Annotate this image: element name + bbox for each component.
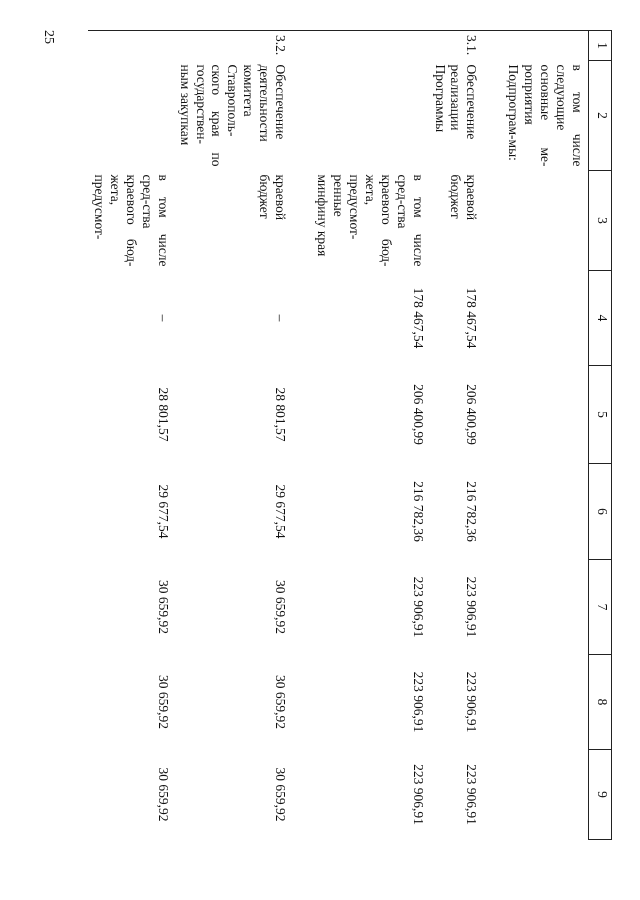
row-number — [502, 31, 588, 61]
row-value — [502, 560, 588, 655]
row-spacer — [291, 31, 311, 840]
row-value: 30 659,92 — [155, 675, 171, 729]
row-value: 206 400,99 — [410, 384, 426, 445]
row-value — [502, 271, 588, 366]
row-value: 30 659,92 — [155, 767, 171, 822]
row-value — [502, 464, 588, 560]
table-row — [429, 31, 483, 840]
row-value: 30 659,92 — [273, 767, 289, 822]
row-value: – — [155, 314, 171, 322]
column-header: 3 — [589, 171, 612, 271]
column-header: 8 — [589, 655, 612, 750]
row-value: 223 906,91 — [464, 671, 480, 733]
row-value: 216 782,36 — [410, 481, 426, 542]
row-value: 223 906,91 — [464, 764, 480, 825]
row-source: в том числе сред-ства краевого бюд-жета, предусмот- — [92, 174, 171, 267]
row-value: 28 801,57 — [155, 387, 171, 442]
column-header: 2 — [589, 61, 612, 171]
row-number: 3.1. — [429, 31, 483, 61]
table-row — [502, 31, 588, 840]
row-name — [88, 61, 174, 171]
table-row — [174, 31, 291, 840]
row-number — [88, 31, 174, 61]
row-value: 223 906,91 — [464, 576, 480, 638]
table-row — [88, 31, 174, 840]
row-name: Обеспечение реализации Программы — [432, 64, 480, 140]
row-source — [502, 171, 588, 271]
row-value: 223 906,91 — [410, 671, 426, 733]
row-name — [311, 61, 428, 171]
row-value: 30 659,92 — [155, 580, 171, 634]
row-source: краевой бюджет — [448, 174, 480, 221]
row-value: 29 677,54 — [155, 484, 171, 539]
row-value: 178 467,54 — [464, 287, 480, 349]
row-value — [502, 750, 588, 840]
row-source: в том числе сред-ства краевого бюд-жета, предусмот-ренные минфину края — [315, 174, 426, 267]
table-row — [311, 31, 428, 840]
column-header: 7 — [589, 560, 612, 655]
column-header: 6 — [589, 464, 612, 560]
row-number: 3.2. — [174, 31, 291, 61]
row-value: 30 659,92 — [273, 675, 289, 729]
row-name: в том числе следующие основные ме-роприятия Подпрограм-мы: — [506, 64, 585, 167]
program-funding-table — [88, 30, 612, 840]
row-value: 223 906,91 — [410, 576, 426, 638]
row-value — [502, 366, 588, 464]
row-number — [311, 31, 428, 61]
row-value: 178 467,54 — [410, 287, 426, 349]
column-header: 5 — [589, 366, 612, 464]
row-value: 223 906,91 — [410, 764, 426, 825]
row-source: краевой бюджет — [257, 174, 289, 221]
row-spacer — [482, 31, 502, 840]
column-header: 9 — [589, 750, 612, 840]
row-value: 206 400,99 — [464, 384, 480, 445]
row-value: 29 677,54 — [273, 484, 289, 539]
row-value: 30 659,92 — [273, 580, 289, 634]
row-value: 216 782,36 — [464, 481, 480, 542]
row-name: Обеспечение деятельности комитета Ставрополь-ского края по государствен-ным закупкам — [177, 64, 289, 167]
column-header: 1 — [589, 31, 612, 61]
row-value — [502, 655, 588, 750]
page-number: 25 — [41, 30, 56, 44]
column-header: 4 — [589, 271, 612, 366]
row-value: – — [273, 314, 289, 322]
row-value: 28 801,57 — [273, 387, 289, 442]
column-number-header — [589, 31, 612, 840]
